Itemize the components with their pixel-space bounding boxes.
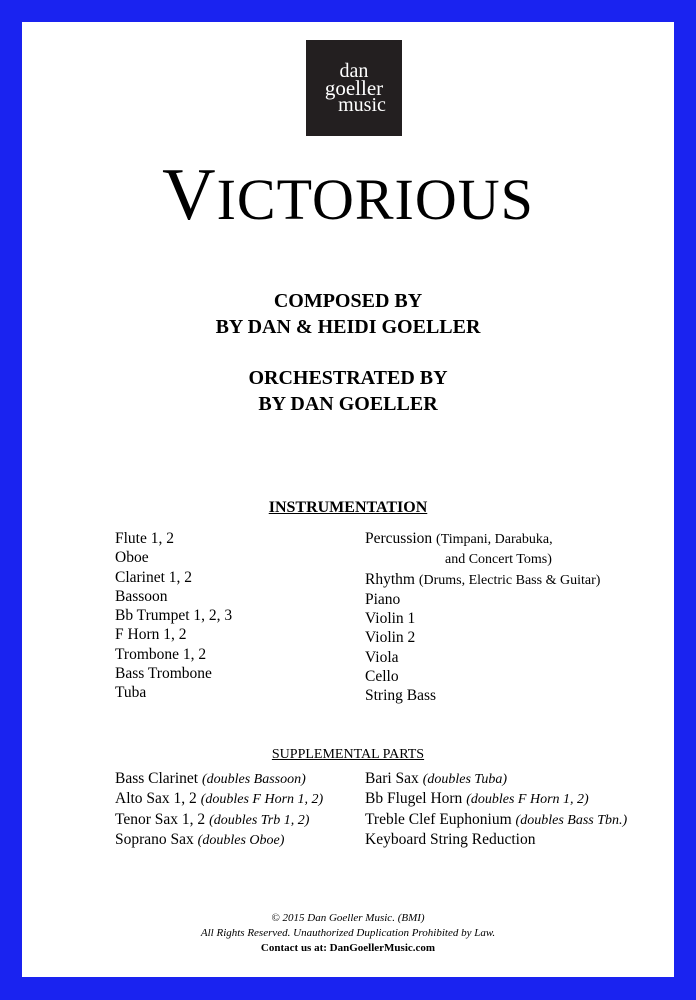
part-note: (doubles Tuba) <box>422 772 508 787</box>
title-rest: ICTORIOUS <box>216 167 534 232</box>
supplemental-item <box>365 830 627 849</box>
logo-line-2: goeller <box>324 75 384 100</box>
composed-by-names: BY DAN & HEIDI GOELLER <box>215 316 481 338</box>
logo-line-3: music <box>338 93 386 116</box>
instrument-item: Cello <box>365 668 399 686</box>
instrument-item <box>365 529 600 549</box>
composed-by-label: COMPOSED BY <box>273 290 423 312</box>
instrument-item: Bass Trombone <box>115 665 212 683</box>
supplemental-left-list <box>115 769 323 850</box>
part-name: Keyboard String Reduction <box>365 830 536 848</box>
dan-goeller-music-logo <box>306 40 402 136</box>
supplemental-item <box>365 810 627 830</box>
copyright-line <box>0 911 696 926</box>
instrumentation-right-list <box>365 529 600 706</box>
supplemental-parts-title: SUPPLEMENTAL PARTS <box>271 747 425 762</box>
supplemental-item <box>115 810 323 830</box>
part-note: (doubles F Horn 1, 2) <box>200 792 324 808</box>
instrumentation-left-list <box>115 529 232 703</box>
part-note: (doubles F Horn 1, 2) <box>466 792 589 808</box>
instrument-name: Percussion <box>365 530 433 547</box>
instrumentation-title: INSTRUMENTATION <box>268 499 428 516</box>
logo-line-1: dan <box>339 59 369 82</box>
instrument-item: Viola <box>365 648 399 666</box>
supplemental-item <box>115 789 323 809</box>
piece-title <box>0 150 696 245</box>
instrument-item: Bassoon <box>115 587 168 605</box>
instrument-item: Tuba <box>115 684 147 702</box>
instrument-item: Violin 1 <box>365 610 416 628</box>
instrument-item: Flute 1, 2 <box>115 530 174 547</box>
instrument-note: and Concert Toms) <box>445 552 552 568</box>
instrument-item: Clarinet 1, 2 <box>115 568 193 586</box>
part-note: (doubles Bassoon) <box>201 772 306 787</box>
part-name: Soprano Sax <box>115 830 194 848</box>
instrument-item: Oboe <box>115 549 149 567</box>
part-name: Bari Sax <box>365 770 419 787</box>
supplemental-right-list <box>365 769 627 849</box>
supplemental-item <box>115 769 323 789</box>
supplemental-item <box>365 789 627 809</box>
part-note: (doubles Oboe) <box>197 832 285 848</box>
supplemental-item <box>115 830 323 850</box>
part-note: (doubles Bass Tbn.) <box>515 812 628 828</box>
part-name: Bb Flugel Horn <box>365 790 463 808</box>
orchestrated-by-names: BY DAN GOELLER <box>258 393 438 415</box>
rights-line <box>0 926 696 941</box>
instrument-item: Bb Trumpet 1, 2, 3 <box>115 607 233 625</box>
part-name: Tenor Sax 1, 2 <box>115 810 206 828</box>
instrument-item: String Bass <box>365 687 437 705</box>
part-name: Alto Sax 1, 2 <box>115 790 197 808</box>
part-note: (doubles Trb 1, 2) <box>209 812 310 828</box>
rights-text: All Rights Reserved. Unauthorized Duplication Prohibited by Law. <box>200 927 496 939</box>
instrument-item <box>365 549 600 569</box>
supplemental-item <box>365 769 627 789</box>
instrument-item: F Horn 1, 2 <box>115 626 187 644</box>
contact-line[interactable]: Contact us at: DanGoellerMusic.com <box>260 942 436 954</box>
copyright-text: © 2015 Dan Goeller Music. (BMI) <box>271 912 425 924</box>
instrument-item: Violin 2 <box>365 629 416 647</box>
instrument-item: Trombone 1, 2 <box>115 645 207 663</box>
instrument-name: Rhythm <box>365 570 415 588</box>
title-first-letter: V <box>162 154 217 236</box>
instrument-note: (Timpani, Darabuka, <box>436 532 553 547</box>
part-name: Treble Clef Euphonium <box>365 810 512 828</box>
orchestrated-by-label: ORCHESTRATED BY <box>248 367 448 389</box>
part-name: Bass Clarinet <box>115 770 199 787</box>
instrument-note: (Drums, Electric Bass & Guitar) <box>418 572 601 588</box>
instrument-item <box>365 570 600 590</box>
instrument-item: Piano <box>365 590 401 608</box>
